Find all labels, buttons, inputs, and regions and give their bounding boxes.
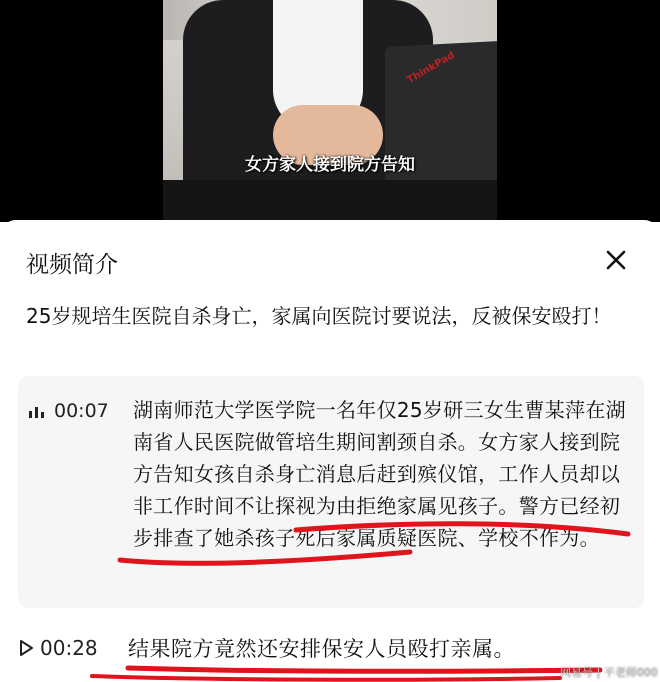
chapter-timestamp: 00:07 bbox=[54, 400, 109, 422]
chapter-timestamp-row[interactable] bbox=[18, 636, 98, 660]
video-frame bbox=[163, 0, 497, 222]
audio-wave-icon bbox=[28, 403, 48, 419]
chapter-timestamp: 00:28 bbox=[40, 636, 98, 660]
chapter-item[interactable] bbox=[10, 626, 650, 670]
sheet-title: 视频简介 bbox=[26, 252, 118, 278]
video-player[interactable] bbox=[0, 0, 660, 222]
video-subtitle: 女方家人接到院方告知 bbox=[245, 155, 415, 175]
chapter-text: 结果院方竟然还安排保安人员殴打亲属。 bbox=[128, 637, 515, 661]
chapter-card[interactable] bbox=[18, 376, 644, 608]
desk bbox=[163, 180, 497, 222]
close-icon bbox=[600, 244, 632, 276]
play-icon bbox=[18, 639, 34, 657]
video-intro-sheet bbox=[0, 220, 660, 682]
laptop-logo: ThinkPad bbox=[405, 49, 457, 87]
chapter-timestamp-row[interactable] bbox=[28, 400, 109, 422]
close-button[interactable] bbox=[600, 244, 632, 276]
watermark: 网易号 | 平老师000 bbox=[560, 666, 658, 679]
video-description: 25岁规培生医院自杀身亡，家属向医院讨要说法，反被保安殴打！ bbox=[26, 304, 612, 328]
chapter-text: 湖南师范大学医学院一名年仅25岁研三女生曹某萍在湖南省人民医院做管培生期间割颈自杀。女方家人接到院方告知女孩自杀身亡消息后赶到殡仪馆，工作人员却以非工作时间不让探视为由拒绝家属见孩子。警方已经初步排查了她杀孩子死后家属质疑医院、学校不作为。 bbox=[133, 398, 626, 550]
